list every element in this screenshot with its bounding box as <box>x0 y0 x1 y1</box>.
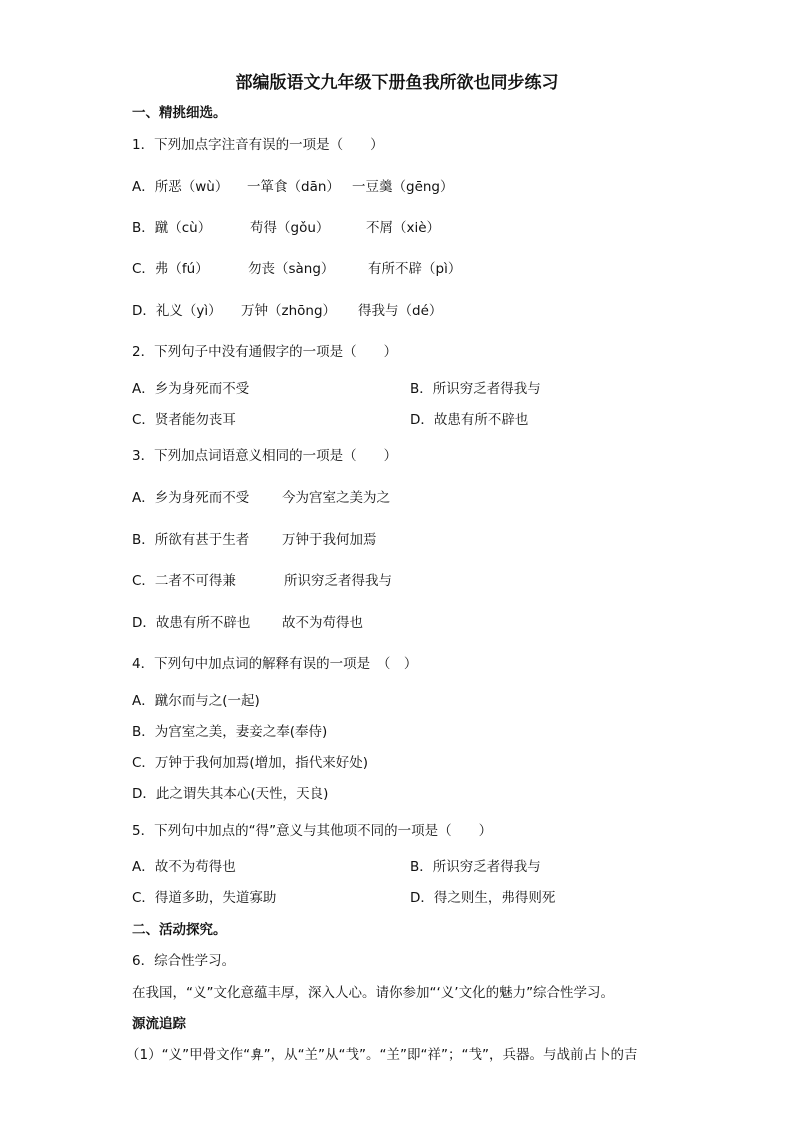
q3-c-part1: C．二者不可得兼 <box>132 573 236 589</box>
q3-b-part1: B．所欲有甚于生者 <box>132 532 250 548</box>
q4-stem: 4．下列句中加点词的解释有误的一项是 （ ） <box>132 656 418 672</box>
q1-b-part3: 不屑（xiè） <box>366 220 441 236</box>
section-2-heading: 二、活动探究。 <box>132 922 227 938</box>
q6-stem: 6．综合性学习。 <box>132 953 236 969</box>
q3-a-part2: 今为宫室之美为之 <box>282 490 390 506</box>
q1-b-part2: 苟得（gǒu） <box>250 220 330 236</box>
q2-option-a: A．乡为身死而不受 <box>132 381 250 397</box>
q1-a-part2: 一箪食（dān） <box>247 179 340 195</box>
q3-option-a <box>132 489 390 507</box>
q1-d-part3: 得我与（dé） <box>358 303 443 319</box>
q3-d-part2: 故不为苟得也 <box>282 615 363 631</box>
q5-stem: 5．下列句中加点的“得”意义与其他项不同的一项是（ ） <box>132 823 493 839</box>
q4-option-d: D．此之谓失其本心(天性，天良) <box>132 786 329 802</box>
q3-option-c <box>132 572 392 590</box>
q2-option-d: D．故患有所不辟也 <box>410 412 529 428</box>
q1-c-part3: 有所不辟（pì） <box>368 261 462 277</box>
doc-title: 部编版语文九年级下册鱼我所欲也同步练习 <box>235 73 559 93</box>
q6-intro: 在我国，“义”文化意蕴丰厚，深入人心。请你参加“‘义’文化的魅力”综合性学习。 <box>132 985 615 1001</box>
q2-option-b: B．所识穷乏者得我与 <box>410 381 541 397</box>
q1-b-part1: B．蹴（cù） <box>132 220 212 236</box>
q2-stem: 2．下列句子中没有通假字的一项是（ ） <box>132 344 398 360</box>
q4-option-c: C．万钟于我何加焉(增加，指代来好处) <box>132 755 368 771</box>
q3-stem: 3．下列加点词语意义相同的一项是（ ） <box>132 448 398 464</box>
q3-option-b <box>132 531 377 549</box>
q1-option-d <box>132 302 443 320</box>
q5-option-c: C．得道多助，失道寡助 <box>132 890 277 906</box>
q3-b-part2: 万钟于我何加焉 <box>282 532 377 548</box>
q3-option-d <box>132 614 363 632</box>
q1-d-part2: 万钟（zhōng） <box>241 303 337 319</box>
q3-a-part1: A．乡为身死而不受 <box>132 490 250 506</box>
q5-option-a: A．故不为苟得也 <box>132 859 236 875</box>
q1-option-a <box>132 178 454 196</box>
q3-c-part2: 所识穷乏者得我与 <box>284 573 392 589</box>
q5-option-b: B．所识穷乏者得我与 <box>410 859 541 875</box>
q3-d-part1: D．故患有所不辟也 <box>132 615 251 631</box>
q1-d-part1: D．礼义（yì） <box>132 303 222 319</box>
q4-option-a: A．蹴尔而与之(一起) <box>132 693 260 709</box>
q6-paragraph-1: （1）“义”甲骨文作“𢍂”，从“𦍌”从“𢦏”。“𦍌”即“祥”；“𢦏”，兵器。与战前占卜的吉 <box>126 1047 638 1063</box>
q1-option-c <box>132 260 462 278</box>
q1-a-part3: 一豆羹（gēng） <box>352 179 454 195</box>
q1-option-b <box>132 219 441 237</box>
q4-option-b: B．为宫室之美，妻妾之奉(奉侍) <box>132 724 328 740</box>
q1-stem: 1．下列加点字注音有误的一项是（ ） <box>132 137 384 153</box>
section-1-heading: 一、精挑细选。 <box>132 105 227 121</box>
q5-option-d: D．得之则生，弗得则死 <box>410 890 556 906</box>
q2-option-c: C．贤者能勿丧耳 <box>132 412 236 428</box>
q1-c-part2: 勿丧（sàng） <box>248 261 335 277</box>
q6-subsection-title: 源流追踪 <box>132 1016 186 1032</box>
q1-a-part1: A．所恶（wù） <box>132 179 229 195</box>
q1-c-part1: C．弗（fú） <box>132 261 209 277</box>
